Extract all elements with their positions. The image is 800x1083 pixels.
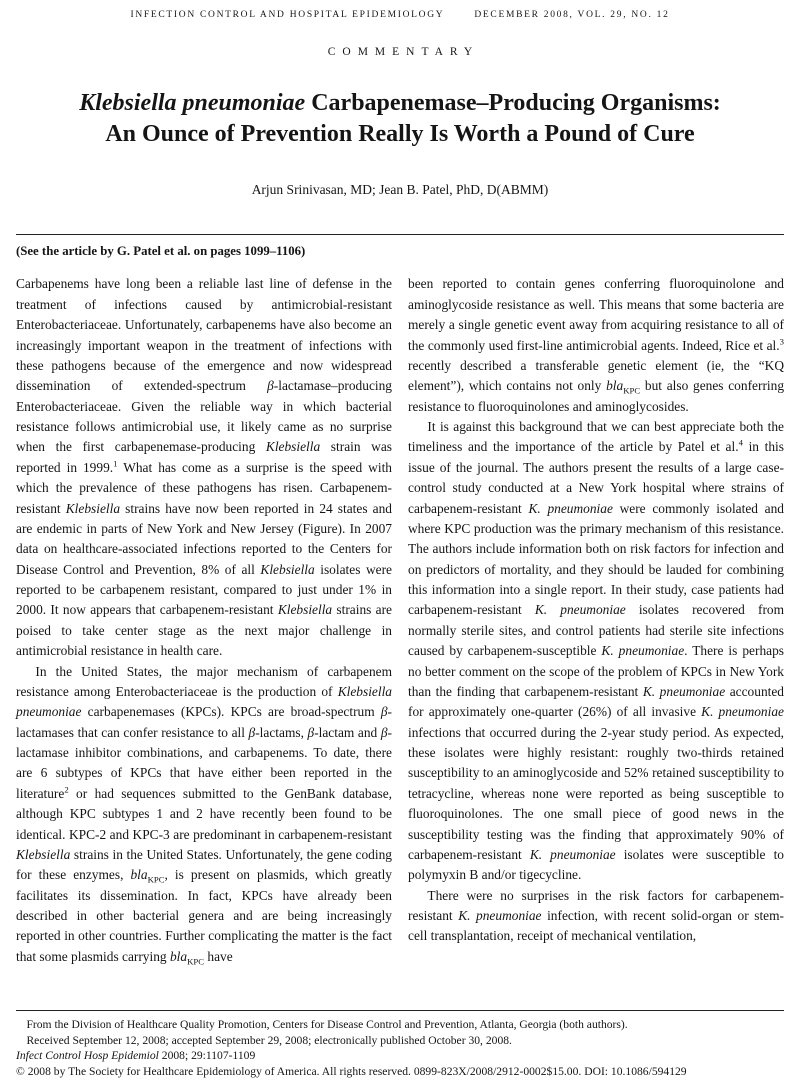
footnote-line: Infect Control Hosp Epidemiol 2008; 29:1107-1109	[16, 1049, 256, 1063]
footnote-block	[16, 1010, 784, 1079]
editor-note: (See the article by G. Patel et al. on pages 1099–1106)	[16, 234, 784, 259]
title-line-1: Klebsiella pneumoniae Carbapenemase–Producing Organisms:	[79, 90, 721, 116]
article-title	[16, 88, 784, 150]
paragraph: been reported to contain genes conferring fluoroquinolone and aminoglycoside resistance as well. This means that some bacteria are merely a single genetic event away from acquiring resistance to all of the commonly used first-line antimicrobial agents. Indeed, Rice et al.$^3$ recently described a transferable genetic element (ie, the “KQ element”), which contains not only bla$_{KPC}$ but also genes conferring resistance to fluoroquinolones and aminoglycosides.	[408, 276, 785, 414]
left-column	[16, 274, 392, 967]
article-body	[16, 274, 784, 967]
issue-info: DECEMBER 2008, VOL. 29, NO. 12	[474, 10, 670, 20]
right-column	[408, 274, 784, 967]
footnote-line: Received September 12, 2008; accepted September 29, 2008; electronically published October 30, 2008.	[26, 1033, 512, 1047]
footnote-line: © 2008 by The Society for Healthcare Epidemiology of America. All rights reserved. 0899-823X/2008/2912-0002$15.00. DOI: 10.1086/594129	[16, 1064, 687, 1078]
footnote-line: From the Division of Healthcare Quality Promotion, Centers for Disease Control and Prevention, Atlanta, Georgia (both authors).	[26, 1018, 628, 1032]
journal-header	[16, 10, 784, 20]
paragraph: In the United States, the major mechanism of carbapenem resistance among Enterobacteriaceae is the production of Klebsiella pneumoniae carbapenemases (KPCs). KPCs are broad-spectrum β-lactamases that can confer resistance to all β-lactams, β-lactam and β-lactamase inhibitor combinations, and carbapenems. To date, there are 6 subtypes of KPCs that have either been reported in the literature$^2$ or had sequences submitted to the GenBank database, although KPC subtypes 1 and 2 have recently been found to be identical. KPC-2 and KPC-3 are predominant in carbapenem-resistant Klebsiella strains in the United States. Unfortunately, the gene coding for these enzymes, bla$_{KPC}$, is present on plasmids, which greatly facilitates its dissemination. In fact, KPCs have already been described in other bacterial genera and are being increasingly reported in other countries. Further complicating the matter is the fact that some plasmids carrying bla$_{KPC}$ have	[16, 663, 392, 967]
paragraph: It is against this background that we can best appreciate both the timeliness and the importance of the article by Patel et al.$^4$ in this issue of the journal. The authors present the results of a large case-control study conducted at a New York hospital where strains of carbapenem-resistant K. pneumoniae were commonly isolated and where KPC production was the primary mechanism of this resistance. The authors include information both on risk factors for infection and on predictors of mortality, and they should be lauded for combining this information into a single report. In their study, case patients had carbapenem-resistant K. pneumoniae isolates recovered from normally sterile sites, and control patients had sterile site infections caused by carbapenem-susceptible K. pneumoniae. There is perhaps no better comment on the scope of the problem of KPCs in New York than the finding that carbapenem-resistant K. pneumoniae accounted for approximately one-quarter (26%) of all invasive K. pneumoniae infections that occurred during the 2-year study period. As expected, these isolates were highly resistant: roughly two-thirds retained susceptibility to an aminoglycoside and 52% retained susceptibility to tetracycline, whereas none were reported as being susceptible to fluoroquinolones. The one small piece of good news in the susceptibility testing was the finding that approximately 90% of carbapenem-resistant K. pneumoniae isolates were susceptible to polymyxin B and/or tigecycline.	[408, 419, 785, 883]
section-label: COMMENTARY	[327, 46, 480, 58]
paragraph: Carbapenems have long been a reliable last line of defense in the treatment of infections caused by antimicrobial-resistant Enterobacteriaceae. Unfortunately, carbapenems have also become an increasingly important weapon in the treatment of infections with these pathogens because of the emergence and now widespread dissemination of extended-spectrum β-lactamase–producing Enterobacteriaceae. Given the reliable way in which bacterial resistance follows antimicrobial use, it likely came as no surprise when the first carbapenemase-producing Klebsiella strain was reported in 1999.$^1$ What has come as a surprise is the speed with which the prevalence of these pathogens has risen. Carbapenem-resistant Klebsiella strains have now been reported in 24 states and are endemic in parts of New York and New Jersey (Figure). In 2007 data on healthcare-associated infections reported to the Centers for Disease Control and Prevention, 8% of all Klebsiella isolates were reported to be carbapenem resistant, compared to just under 1% in 2000. It now appears that carbapenem-resistant Klebsiella strains are poised to take center stage as the next major challenge in antimicrobial resistance in health care.	[16, 276, 392, 659]
paragraph: There were no surprises in the risk factors for carbapenem-resistant K. pneumoniae infection, with recent solid-organ or stem-cell transplantation, receipt of mechanical ventilation,	[408, 887, 784, 944]
title-line-2: An Ounce of Prevention Really Is Worth a Pound of Cure	[105, 121, 695, 148]
journal-name: INFECTION CONTROL AND HOSPITAL EPIDEMIOLOGY	[130, 10, 445, 20]
authors-byline: Arjun Srinivasan, MD; Jean B. Patel, PhD, D(ABMM)	[251, 182, 549, 198]
